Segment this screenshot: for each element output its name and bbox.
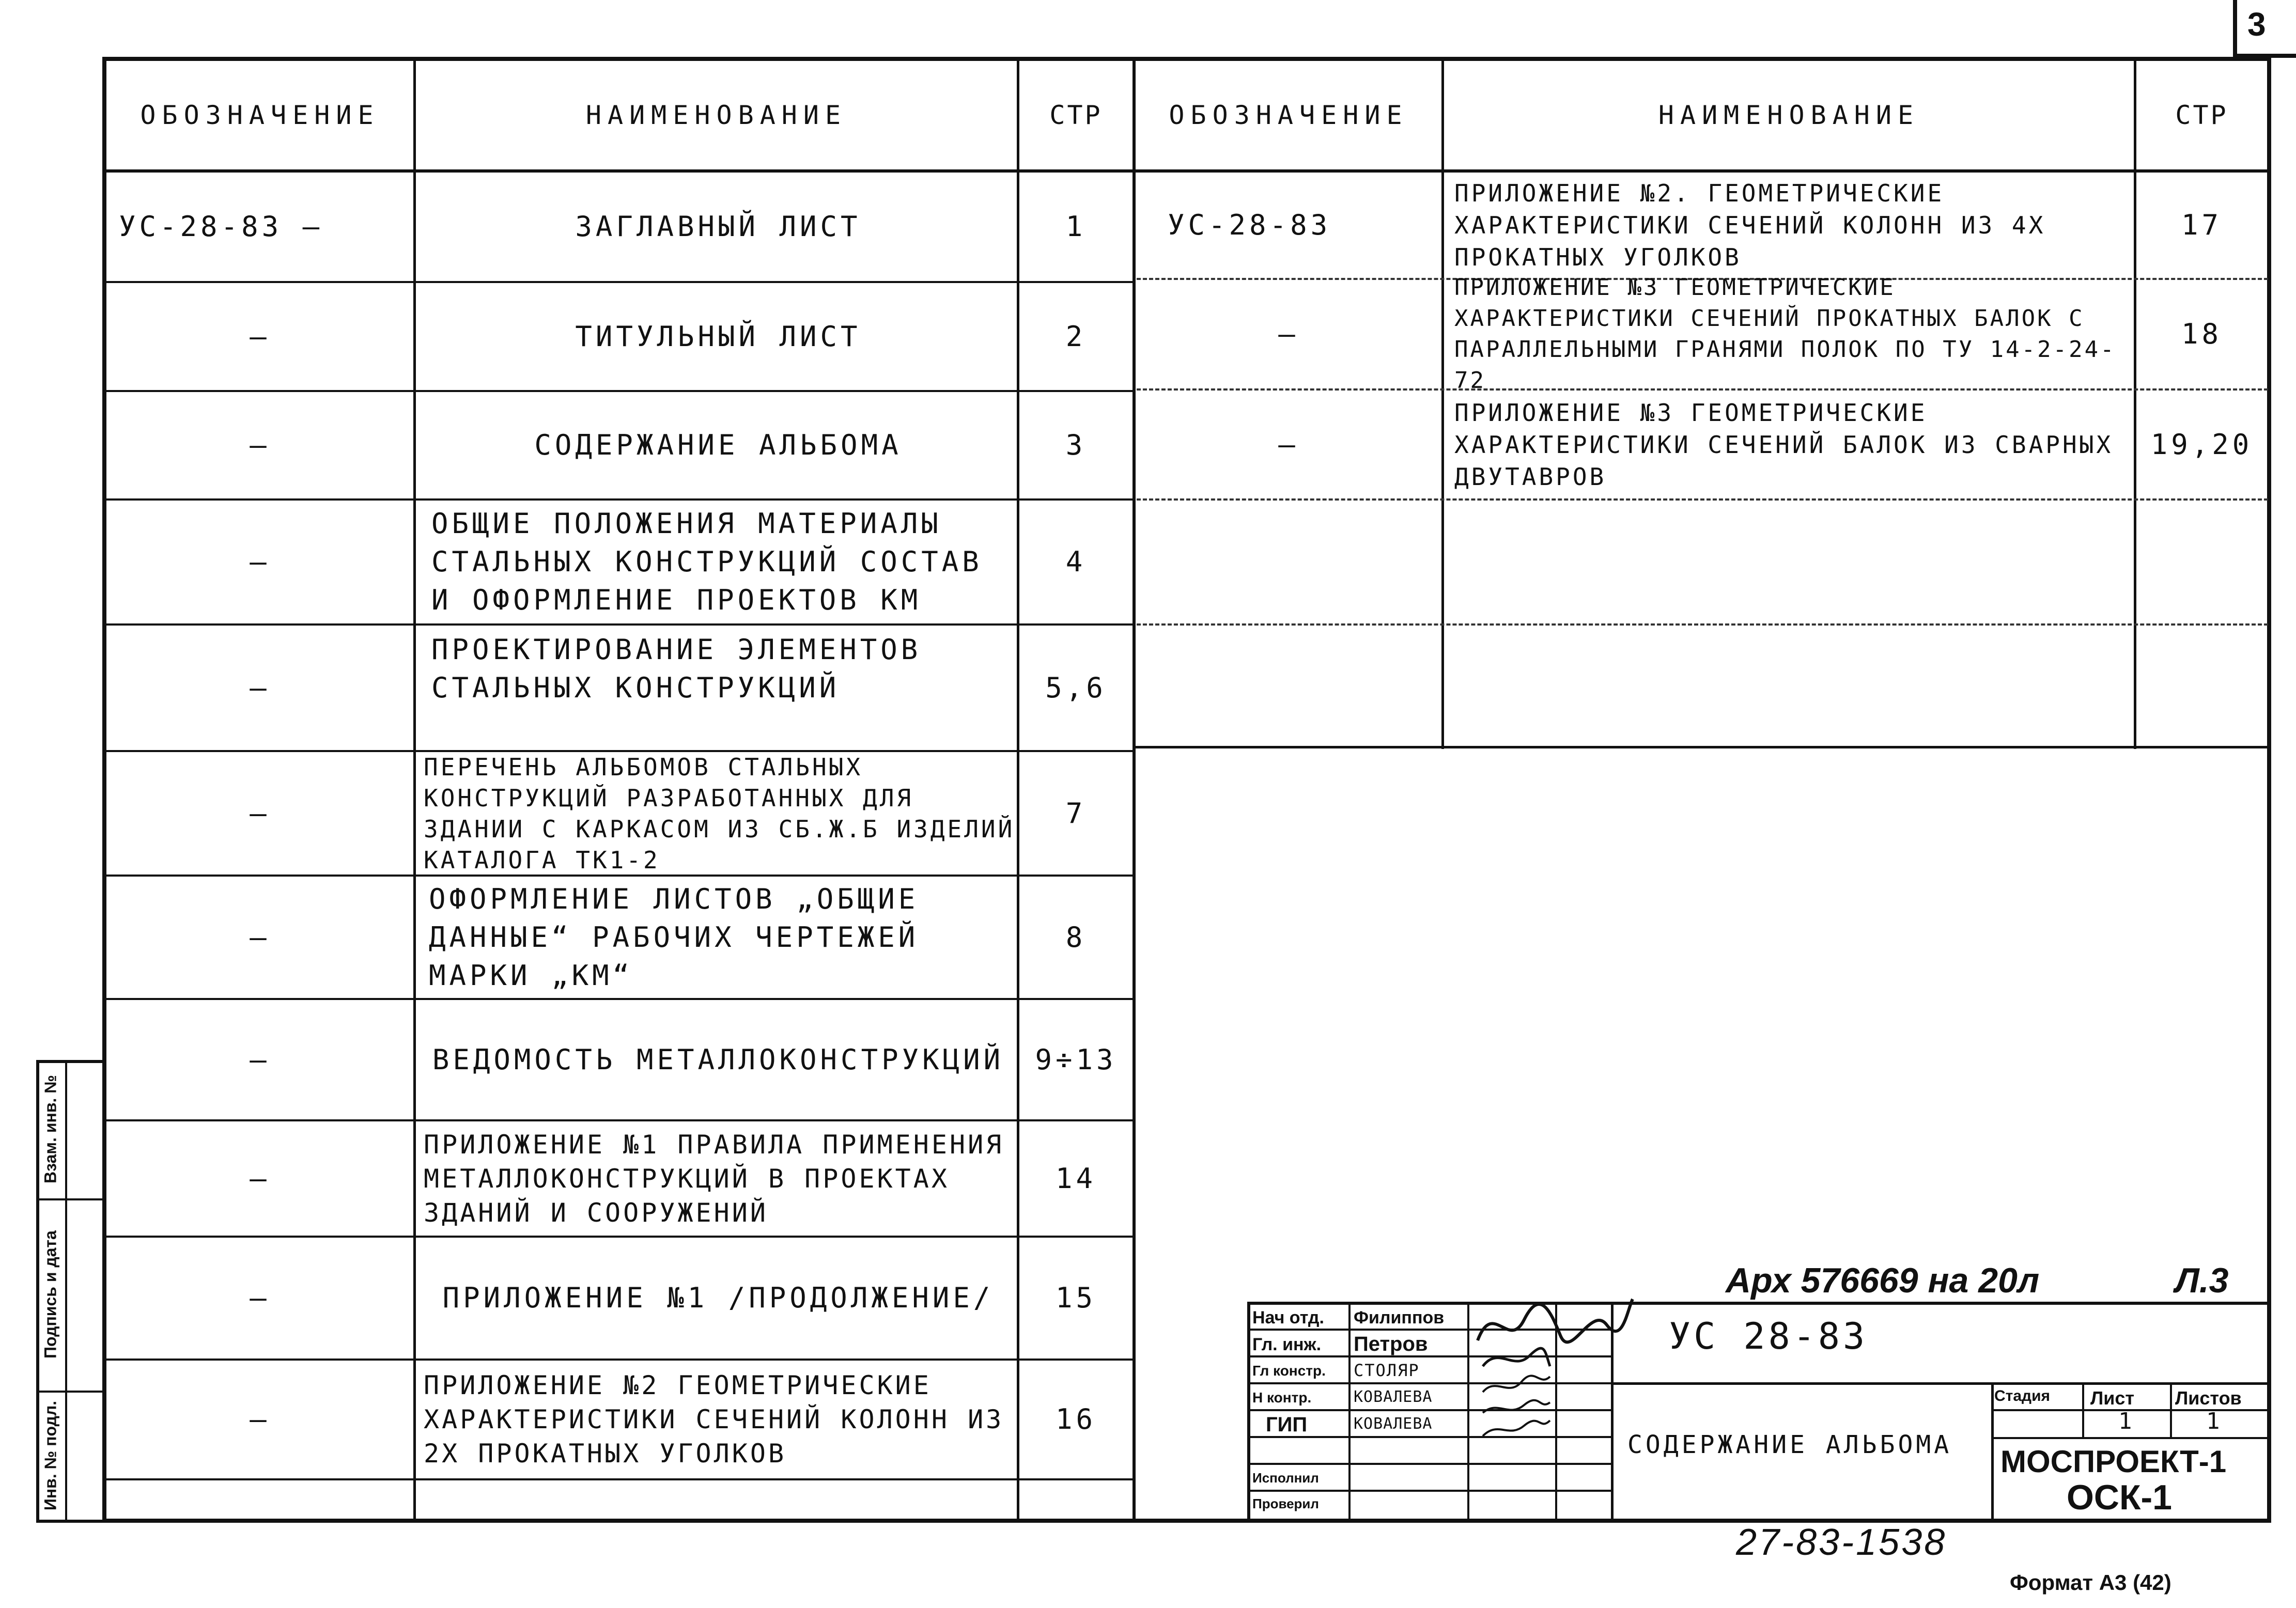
table-row-designation: —: [250, 797, 270, 830]
table-row-page: 4: [1065, 545, 1087, 578]
table-row-name: ПРИЛОЖЕНИЕ №1 ПРАВИЛА ПРИМЕНЕНИЯ МЕТАЛЛОКОНСТРУКЦИЙ В ПРОЕКТАХ ЗДАНИЙ И СООРУЖЕНИЙ: [424, 1129, 1004, 1228]
table-row-page: 16: [1055, 1403, 1097, 1435]
table-row-designation: УС-28-83 —: [119, 210, 323, 243]
document-code: УС 28-83: [1669, 1315, 1868, 1357]
format-label: Формат А3 (42): [2010, 1570, 2171, 1595]
stage-label: Стадия: [1994, 1387, 2051, 1404]
table-row-designation: —: [1278, 318, 1299, 350]
right-header-page: СТР: [2175, 100, 2228, 130]
right-header-name: НАИМЕНОВАНИЕ: [1658, 100, 1920, 130]
table-row-name: ТИТУЛЬНЫЙ ЛИСТ: [575, 320, 861, 353]
archive-sheet: Л.3: [2175, 1261, 2229, 1300]
title-name: КОВАЛЕВА: [1354, 1388, 1433, 1406]
table-row-name: СОДЕРЖАНИЕ АЛЬБОМА: [534, 429, 902, 461]
table-row-name: ПРИЛОЖЕНИЕ №3 ГЕОМЕТРИЧЕСКИЕ ХАРАКТЕРИСТИКИ СЕЧЕНИЙ БАЛОК ИЗ СВАРНЫХ ДВУТАВРОВ: [1454, 398, 2114, 491]
right-header-designation: ОБОЗНАЧЕНИЕ: [1169, 100, 1408, 130]
department: ОСК-1: [2067, 1478, 2172, 1517]
table-row-name: ОФОРМЛЕНИЕ ЛИСТОВ „ОБЩИЕ ДАННЫЕ“ РАБОЧИХ ЧЕРТЕЖЕЙ МАРКИ „КМ“: [429, 882, 919, 992]
table-row-page: 18: [2181, 318, 2223, 350]
table-row-name: ПРИЛОЖЕНИЕ №2 ГЕОМЕТРИЧЕСКИЕ ХАРАКТЕРИСТИКИ СЕЧЕНИЙ КОЛОНН ИЗ 2Х ПРОКАТНЫХ УГОЛКОВ: [424, 1370, 1004, 1469]
table-row-page: 9÷13: [1035, 1043, 1117, 1076]
table-row-designation: —: [250, 671, 270, 704]
table-row-page: 5,6: [1045, 671, 1107, 704]
table-row-name: ОБЩИЕ ПОЛОЖЕНИЯ МАТЕРИАЛЫ СТАЛЬНЫХ КОНСТРУКЦИЙ СОСТАВ И ОФОРМЛЕНИЕ ПРОЕКТОВ КМ: [431, 507, 983, 616]
table-row-name: ПЕРЕЧЕНЬ АЛЬБОМОВ СТАЛЬНЫХ КОНСТРУКЦИЙ РАЗРАБОТАННЫХ ДЛЯ ЗДАНИИ С КАРКАСОМ ИЗ СБ.Ж.Б ИЗДЕЛИЙ КАТАЛОГА ТК1-2: [424, 753, 1015, 874]
sheet-value: 1: [2118, 1408, 2136, 1434]
organization: МОСПРОЕКТ-1: [2000, 1444, 2227, 1479]
table-row-designation: —: [1278, 428, 1299, 461]
title-name: СТОЛЯР: [1354, 1361, 1420, 1380]
title-name: Петров: [1354, 1333, 1428, 1355]
table-row-page: 15: [1055, 1282, 1097, 1314]
table-row-designation: —: [250, 920, 270, 954]
side-stamp-label-replaced: Взам. инв. №: [41, 1075, 60, 1183]
table-row-designation: —: [250, 1403, 270, 1435]
title-role: Нач отд.: [1252, 1308, 1324, 1328]
bottom-number: 27-83-1538: [1736, 1522, 1947, 1563]
document-title: СОДЕРЖАНИЕ АЛЬБОМА: [1627, 1430, 1952, 1459]
title-name: Филиппов: [1354, 1308, 1445, 1328]
table-row-name: ЗАГЛАВНЫЙ ЛИСТ: [575, 210, 861, 243]
table-row-designation: —: [250, 429, 270, 461]
left-header-designation: ОБОЗНАЧЕНИЕ: [140, 100, 380, 130]
table-row-name: ВЕДОМОСТЬ МЕТАЛЛОКОНСТРУКЦИЙ: [432, 1043, 1004, 1076]
table-row-designation: УС-28-83: [1168, 209, 1331, 241]
title-role: Исполнил: [1252, 1470, 1319, 1486]
title-name: КОВАЛЕВА: [1354, 1415, 1433, 1433]
left-header-page: СТР: [1049, 100, 1103, 130]
side-stamp-label-signature: Подпись и дата: [41, 1230, 60, 1359]
title-role: Гл констр.: [1252, 1363, 1326, 1379]
left-header-name: НАИМЕНОВАНИЕ: [585, 100, 847, 130]
page-number: 3: [2247, 6, 2266, 43]
table-row-designation: —: [250, 545, 270, 578]
table-row-page: 3: [1065, 429, 1087, 461]
archive-note: Арх 576669 на 20л: [1726, 1261, 2040, 1300]
table-row-name: ПРИЛОЖЕНИЕ №3 ГЕОМЕТРИЧЕСКИЕ ХАРАКТЕРИСТИКИ СЕЧЕНИЙ ПРОКАТНЫХ БАЛОК С ПАРАЛЛЕЛЬНЫМИ ГРАНЯМИ ПОЛОК ПО ТУ 14-2-24-72: [1454, 274, 2116, 394]
side-stamp-label-inventory: Инв. № подл.: [41, 1400, 60, 1511]
title-role: Гл. инж.: [1252, 1335, 1322, 1354]
table-row-name: ПРОЕКТИРОВАНИЕ ЭЛЕМЕНТОВ СТАЛЬНЫХ КОНСТРУКЦИЙ: [431, 633, 922, 704]
table-row-page: 8: [1065, 920, 1087, 954]
table-row-designation: —: [250, 1282, 270, 1314]
table-row-name: ПРИЛОЖЕНИЕ №2. ГЕОМЕТРИЧЕСКИЕ ХАРАКТЕРИСТИКИ СЕЧЕНИЙ КОЛОНН ИЗ 4Х ПРОКАТНЫХ УГОЛКОВ: [1454, 179, 2046, 271]
table-row-page: 14: [1055, 1162, 1097, 1195]
sheets-label: Листов: [2175, 1387, 2242, 1409]
title-role: ГИП: [1266, 1413, 1308, 1436]
sheet-label: Лист: [2090, 1387, 2135, 1409]
table-row-page: 2: [1065, 320, 1087, 353]
title-role: Н контр.: [1252, 1390, 1312, 1406]
table-row-page: 7: [1065, 797, 1087, 830]
title-role: Проверил: [1252, 1496, 1319, 1511]
sheets-value: 1: [2206, 1408, 2224, 1434]
table-row-page: 1: [1065, 210, 1087, 243]
table-row-designation: —: [250, 1162, 270, 1195]
table-row-designation: —: [250, 320, 270, 353]
table-row-page: 19,20: [2150, 428, 2253, 461]
table-row-name: ПРИЛОЖЕНИЕ №1 /ПРОДОЛЖЕНИЕ/: [442, 1282, 994, 1314]
table-row-designation: —: [250, 1043, 270, 1076]
table-row-page: 17: [2181, 209, 2223, 241]
signatures: [1472, 1289, 1638, 1444]
